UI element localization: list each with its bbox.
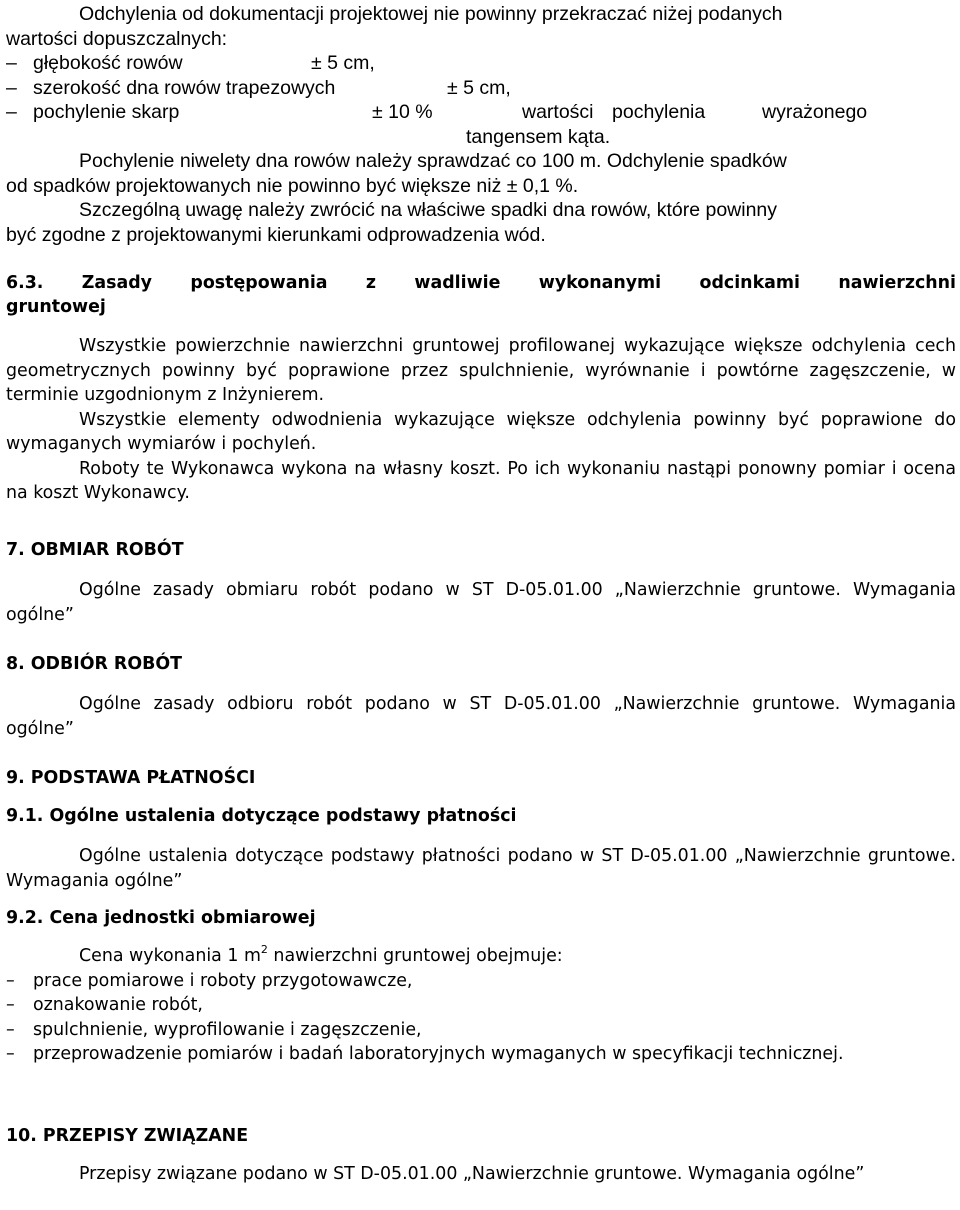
list-dash: – (6, 1044, 15, 1064)
list-dash: – (6, 1019, 15, 1040)
paragraph: Roboty te Wykonawca wykona na własny koszt. Po ich wykonaniu nastąpi ponowny pomiar i ocena na koszt Wykonawcy. (6, 458, 956, 503)
list-item: – spulchnienie, wyprofilowanie i zagęszczenie, (6, 1018, 956, 1043)
niweleta-text-cont: od spadków projektowanych nie powinno być większe niż ± 0,1 %. (6, 174, 579, 197)
list-dash: – (6, 970, 15, 991)
tolerances-lead-cont: wartości dopuszczalnych: (6, 27, 228, 50)
section-9-2-heading: 9.2. Cena jednostki obmiarowej (6, 908, 316, 928)
section-7-body: Ogólne zasady obmiaru robót podano w ST D-05.01.00 „Nawierzchnie gruntowe. Wymagania ogólne” (6, 580, 956, 625)
tolerance-item: – szerokość dna rowów trapezowych ± 5 cm, (6, 76, 511, 99)
tolerances-section (6, 2, 956, 247)
tolerance-item: – głębokość rowów ± 5 cm, (6, 52, 375, 74)
niweleta-text: Pochylenie niwelety dna rowów należy sprawdzać co 100 m. Odchylenie spadków (79, 150, 787, 172)
section-9-heading: 9. PODSTAWA PŁATNOŚCI (6, 768, 256, 788)
tolerance-item: – pochylenie skarp ± 10 % wartości pochylenia wyrażonego (6, 101, 868, 123)
section-10-heading: 10. PRZEPISY ZWIĄZANE (6, 1126, 249, 1146)
section-10-body: Przepisy związane podano w ST D-05.01.00 „Nawierzchnie gruntowe. Wymagania ogólne” (79, 1164, 865, 1184)
list-item: – przeprowadzenie pomiarów i badań laboratoryjnych wymaganych w specyfikacji technicznej. (6, 1042, 956, 1067)
paragraph: Wszystkie elementy odwodnienia wykazujące większe odchylenia powinny być poprawione do wymaganych wymiarów i pochyleń. (6, 409, 956, 454)
section-6-3-body (6, 334, 956, 506)
list-dash: – (6, 101, 17, 123)
section-7-heading: 7. OBMIAR ROBÓT (6, 540, 184, 560)
section-6-3-heading: 6.3. Zasady postępowania z wadliwie wykonanymi odcinkami nawierzchni gruntowej (6, 273, 956, 317)
list-dash: – (6, 76, 17, 99)
section-9-2-body (6, 944, 956, 1067)
section-9-1-body: Ogólne ustalenia dotyczące podstawy płatności podano w ST D-05.01.00 „Nawierzchnie gruntowe. Wymagania ogólne” (6, 846, 956, 891)
uwaga-text-cont: być zgodne z projektowanymi kierunkami odprowadzenia wód. (6, 223, 546, 246)
tolerance-item-cont: tangensem kąta. (466, 125, 611, 148)
paragraph: Wszystkie powierzchnie nawierzchni gruntowej profilowanej wykazujące większe odchylenia cech geometrycznych powinny być poprawione przez spulchnienie, wyrównanie i powtórne zagęszczenie, w terminie uzgodnionym z Inżynierem. (6, 336, 956, 405)
price-lead: Cena wykonania 1 $m^2$ nawierzchni gruntowej obejmuje: (79, 943, 563, 966)
list-item: – oznakowanie robót, (6, 993, 956, 1018)
list-dash: – (6, 52, 17, 74)
list-item: – prace pomiarowe i roboty przygotowawcze, (6, 969, 956, 994)
section-9-1-heading: 9.1. Ogólne ustalenia dotyczące podstawy płatności (6, 806, 517, 826)
uwaga-text: Szczególną uwagę należy zwrócić na właściwe spadki dna rowów, które powinny (79, 199, 778, 221)
tolerances-lead: Odchylenia od dokumentacji projektowej nie powinny przekraczać niżej podanych (79, 3, 783, 25)
section-8-body: Ogólne zasady odbioru robót podano w ST D-05.01.00 „Nawierzchnie gruntowe. Wymagania ogólne” (6, 694, 956, 739)
list-dash: – (6, 995, 15, 1015)
section-8-heading: 8. ODBIÓR ROBÓT (6, 654, 183, 674)
